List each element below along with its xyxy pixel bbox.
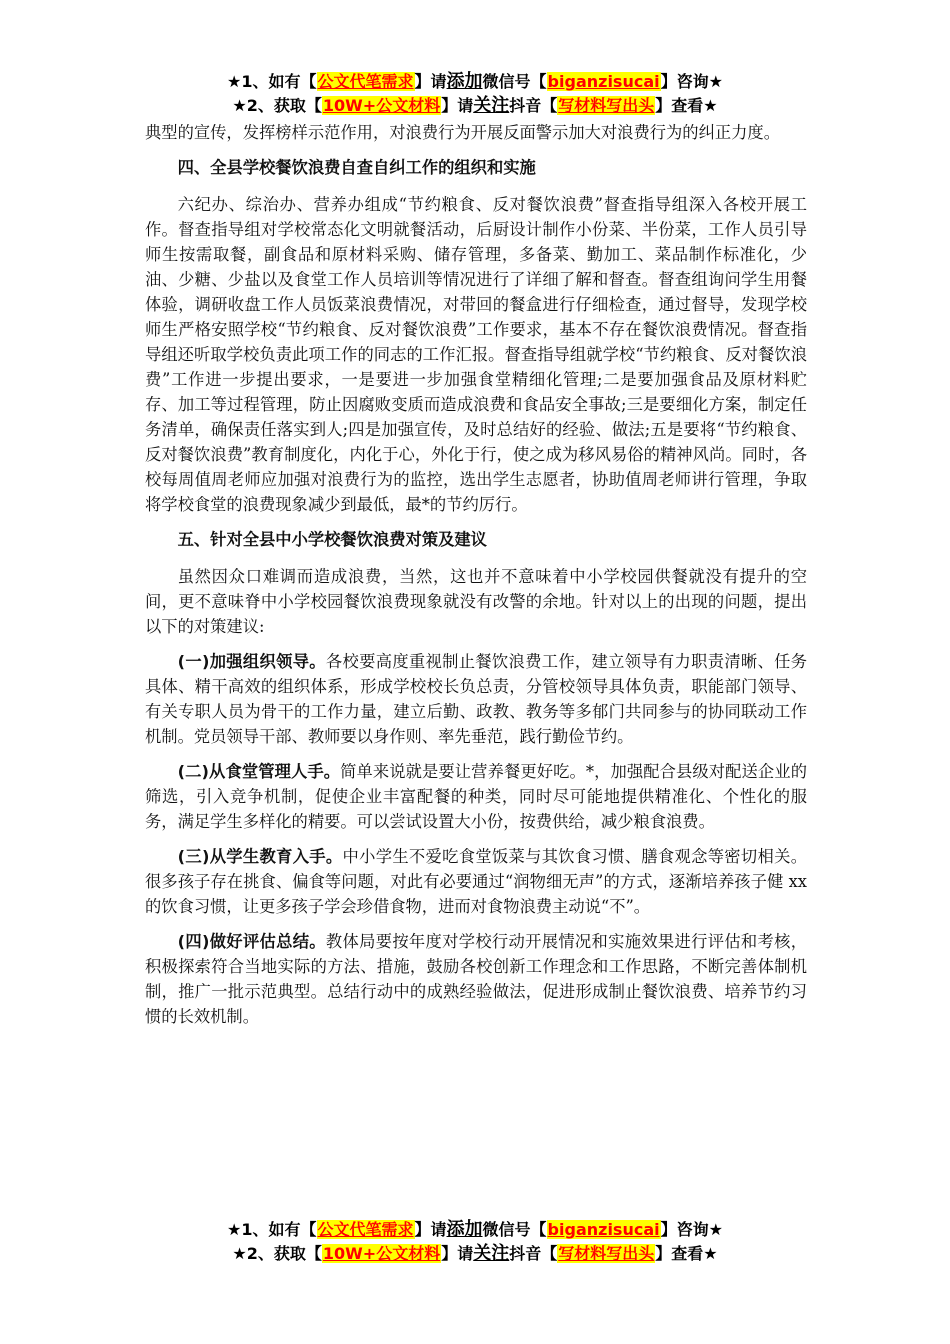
continuation-paragraph: 典型的宣传，发挥榜样示范作用，对浪费行为开展反面警示加大对浪费行为的纠正力度。: [145, 123, 780, 142]
promo-wechat-id: biganzisucai: [547, 72, 660, 91]
promo-line-1: ★1、如有【公文代笔需求】请添加微信号【biganzisucai】咨询★: [227, 1219, 723, 1240]
measure-text: 中小学生不爱吃食堂饭菜与其饮食习惯、膳食观念等密切相关。很多孩子存在挑食、偏食等问题，对此有必要通过“润物细无声”的方式，逐渐培养孩子健 xx 的饮食习惯，让更多孩子学会珍借食物，进而对食物浪费主动说“不”。: [145, 847, 807, 916]
section-5-heading: 五、针对全县中小学校餐饮浪费对策及建议: [177, 530, 487, 549]
promo-banner-top: [0, 70, 950, 118]
promo-douyin-id: 写材料写出头: [558, 1244, 655, 1263]
measure-lead: (一)加强组织领导。: [177, 652, 326, 671]
promo-line-2: ★2、获取【10W+公文材料】请关注抖音【写材料写出头】查看★: [232, 1243, 718, 1264]
promo-line-2: ★2、获取【10W+公文材料】请关注抖音【写材料写出头】查看★: [232, 95, 718, 116]
measure-item-3: [145, 844, 807, 919]
measure-lead: (四)做好评估总结。: [177, 932, 326, 951]
promo-wechat-id: biganzisucai: [547, 1220, 660, 1239]
measure-lead: (二)从食堂管理人手。: [177, 762, 341, 781]
measure-item-2: [145, 759, 807, 834]
section-4-body: 六纪办、综治办、营养办组成“节约粮食、反对餐饮浪费”督查指导组深入各校开展工作。督查指导组对学校常态化文明就餐活动，后厨设计制作小份菜、半份菜，工作人员引导师生按需取餐，副食品和原材料采购、储存管理，多备菜、勤加工、菜品制作标准化，少油、少糖、少盐以及食堂工作人员培训等情况进行了详细了解和督查。督查组询问学生用餐体验，调研收盘工作人员饭菜浪费情况，对带回的餐盒进行仔细检查，通过督导，发现学校师生严格安照学校“节约粮食、反对餐饮浪费”工作要求，基本不存在餐饮浪费情况。督查指导组还听取学校负责此项工作的同志的工作汇报。督查指导组就学校“节约粮食、反对餐饮浪费”工作进一步提出要求，一是要进一步加强食堂精细化管理;二是要加强食品及原材料贮存、加工等过程管理，防止因腐败变质而造成浪费和食品安全事故;三是要细化方案，制定任务清单，确保责任落实到人;四是加强宣传，及时总结好的经验、做法;五是要将“节约粮食、反对餐饮浪费”教育制度化，内化于心，外化于行，使之成为移风易俗的精神风尚。同时，各校每周值周老师应加强对浪费行为的监控，选出学生志愿者，协助值周老师讲行管理，争取将学校食堂的浪费现象减少到最低，最*的节约厉行。: [145, 195, 807, 514]
promo-highlight: 公文代笔需求: [317, 1220, 414, 1239]
section-5-intro: 虽然因众口难调而造成浪费，当然，这也并不意味着中小学校园供餐就没有提升的空间，更不意味脊中小学校园餐饮浪费现象就没有改警的余地。针对以上的出现的问题，提出以下的对策建议:: [145, 567, 807, 636]
promo-highlight: 10W+公文材料: [322, 1244, 441, 1263]
measure-item-1: [145, 649, 807, 749]
section-4-heading: 四、全县学校餐饮浪费自查自纠工作的组织和实施: [177, 158, 536, 177]
measure-lead: (三)从学生教育入手。: [177, 847, 343, 866]
measure-text: 简单来说就是要让营养餐更好吃。*，加强配合县级对配送企业的筛选，引入竞争机制，促使企业丰富配餐的种类，同时尽可能地提供精准化、个性化的服务，满足学生多样化的精要。可以尝试设置大小份，按费供给，减少粮食浪费。: [145, 762, 807, 831]
measure-item-4: [145, 929, 807, 1029]
promo-line-1: ★1、如有【公文代笔需求】请添加微信号【biganzisucai】咨询★: [227, 71, 723, 92]
document-body: [145, 120, 807, 1039]
promo-highlight: 10W+公文材料: [322, 96, 441, 115]
promo-banner-bottom: [0, 1218, 950, 1266]
promo-highlight: 公文代笔需求: [317, 72, 414, 91]
measure-text: 各校要高度重视制止餐饮浪费工作，建立领导有力职责清晰、任务具体、精干高效的组织体系，形成学校校长负总责，分管校领导具体负责，职能部门领导、有关专职人员为骨干的工作力量，建立后勤、政教、教务等多郁门共同参与的协同联动工作机制。党员领导干部、教师要以身作则、率先垂范，践行勤俭节约。: [145, 652, 807, 746]
measure-text: 教体局要按年度对学校行动开展情况和实施效果进行评估和考核，积极探索符合当地实际的方法、措施，鼓励各校创新工作理念和工作思路，不断完善体制机制，推广一批示范典型。总结行动中的成熟经验做法，促进形成制止餐饮浪费、培养节约习惯的长效机制。: [145, 932, 807, 1026]
promo-douyin-id: 写材料写出头: [558, 96, 655, 115]
